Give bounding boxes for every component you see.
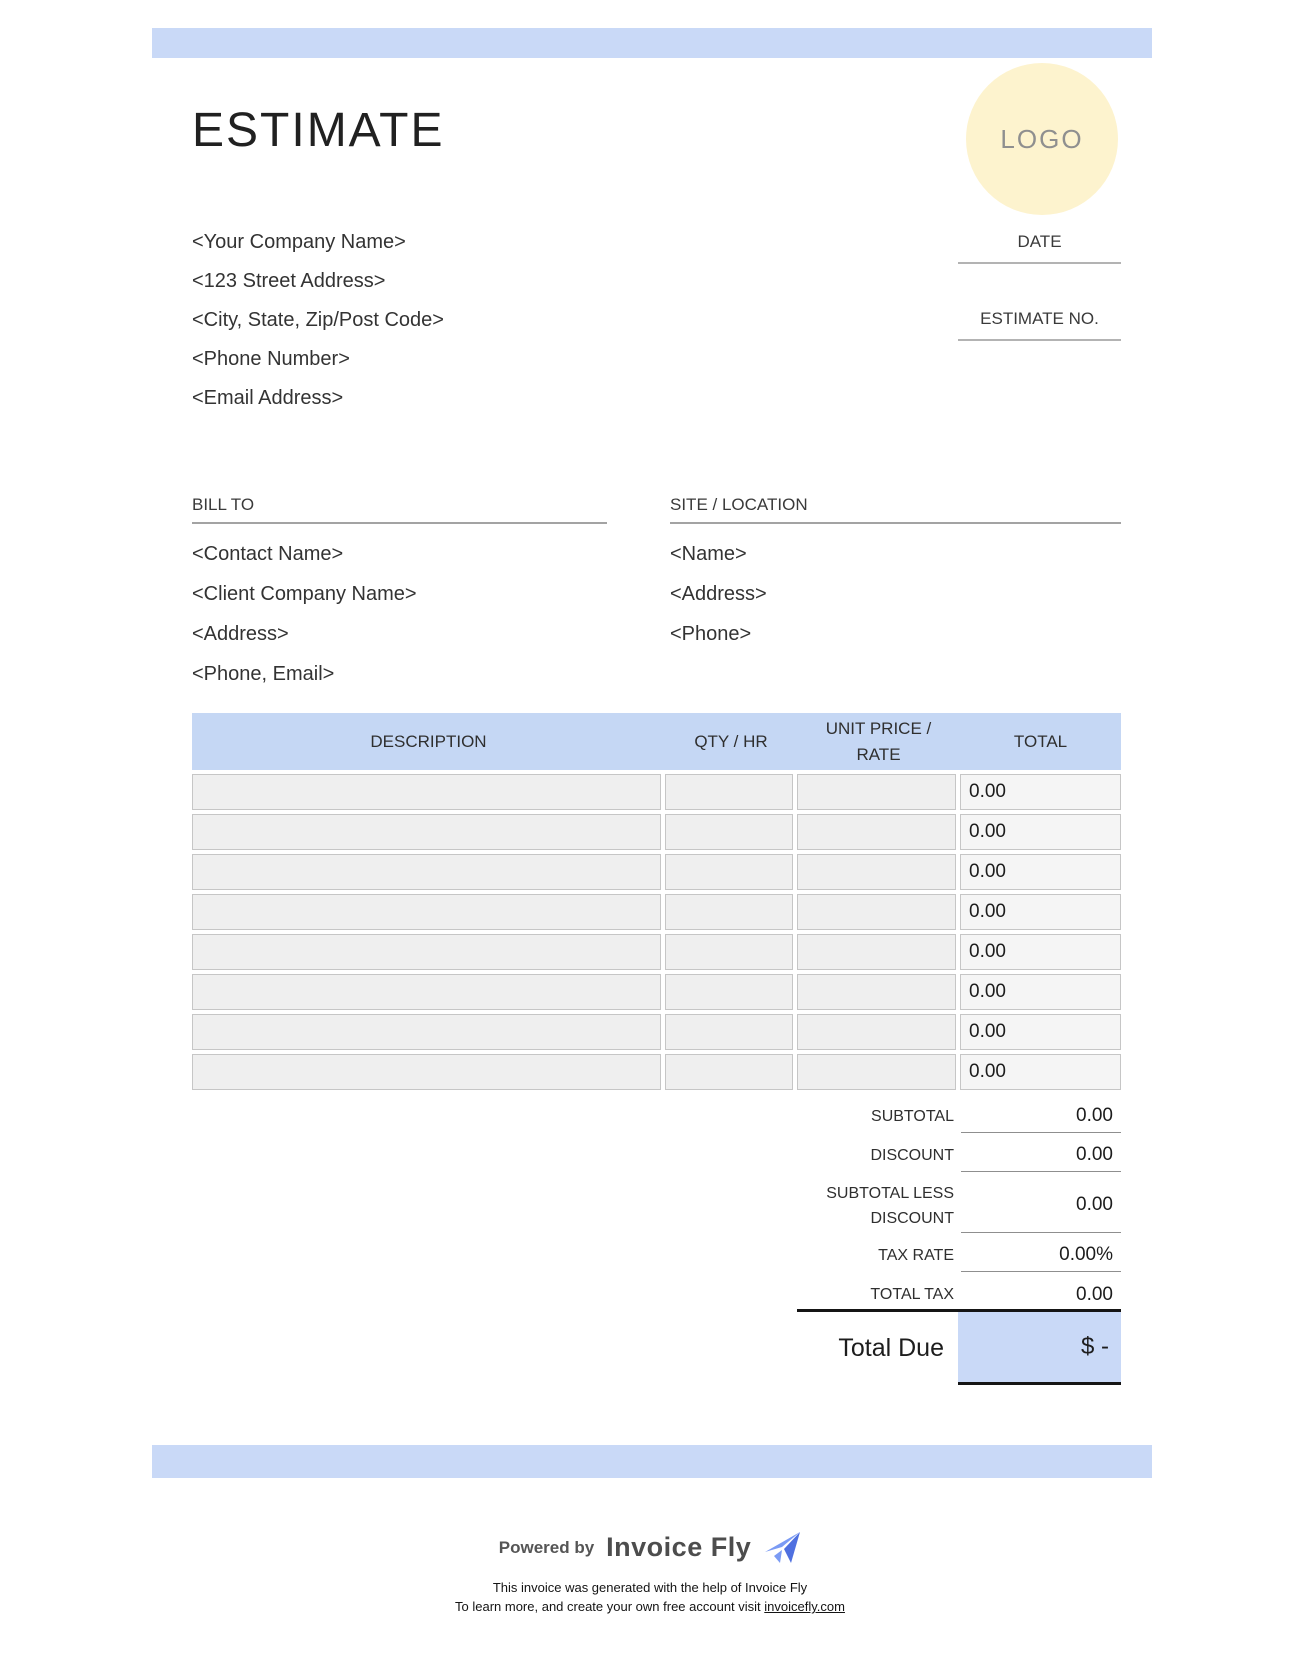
qty-cell xyxy=(665,974,793,1010)
header-qty-hr: QTY / HR xyxy=(694,731,768,751)
unit-price-cell xyxy=(797,974,956,1010)
site-name: <Name> xyxy=(670,543,747,565)
company-phone-line: <Phone Number> xyxy=(192,348,350,370)
bottom-accent-bar xyxy=(152,1445,1152,1478)
total-cell: 0.00 xyxy=(960,814,1121,850)
unit-price-cell xyxy=(797,894,956,930)
unit-price-cell xyxy=(797,774,956,810)
total-due-value: $ - xyxy=(1080,1333,1109,1360)
tax-rate-label: TAX RATE xyxy=(878,1247,954,1264)
footer-notes xyxy=(0,1578,1300,1616)
bill-to-address: <Address> xyxy=(192,623,289,645)
company-email-line: <Email Address> xyxy=(192,387,344,409)
subtotal-label: SUBTOTAL xyxy=(871,1108,954,1125)
unit-price-cell xyxy=(797,1054,956,1090)
discount-value: 0.00 xyxy=(961,1139,1121,1172)
company-name-line: <Your Company Name> xyxy=(192,231,406,253)
description-cell xyxy=(192,974,661,1010)
qty-cell xyxy=(665,854,793,890)
tax-rate-row xyxy=(740,1239,1121,1272)
total-due-value-box xyxy=(958,1312,1121,1385)
unit-price-cell xyxy=(797,934,956,970)
qty-cell xyxy=(665,774,793,810)
estimate-no-label: ESTIMATE NO. xyxy=(958,306,1121,341)
description-cell xyxy=(192,774,661,810)
date-label: DATE xyxy=(958,229,1121,264)
footer-note-line2 xyxy=(0,1597,1300,1616)
footer-note-line1: This invoice was generated with the help of Invoice Fly xyxy=(492,1580,808,1595)
subtotal-less-discount-row xyxy=(740,1178,1121,1233)
unit-price-cell xyxy=(797,1014,956,1050)
bill-to-label: BILL TO xyxy=(192,495,607,524)
bill-to-phone-email: <Phone, Email> xyxy=(192,663,335,685)
total-cell: 0.00 xyxy=(960,1014,1121,1050)
total-cell: 0.00 xyxy=(960,854,1121,890)
logo-placeholder-text: LOGO xyxy=(1000,123,1084,154)
qty-cell xyxy=(665,1014,793,1050)
total-cell: 0.00 xyxy=(960,934,1121,970)
invoicefly-link[interactable]: invoicefly.com xyxy=(764,1599,845,1614)
site-location-section xyxy=(670,495,1121,654)
unit-price-cell xyxy=(797,854,956,890)
qty-cell xyxy=(665,1054,793,1090)
description-cell xyxy=(192,814,661,850)
company-info-block xyxy=(192,223,444,418)
total-tax-row xyxy=(740,1278,1121,1311)
subtotal-less-discount-label: SUBTOTAL LESS DISCOUNT xyxy=(826,1184,954,1227)
header-total: TOTAL xyxy=(1013,731,1068,751)
subtotal-value: 0.00 xyxy=(961,1100,1121,1133)
bill-to-contact: <Contact Name> xyxy=(192,543,344,565)
total-due-label: Total Due xyxy=(838,1334,944,1362)
totals-summary xyxy=(740,1100,1121,1317)
header-description: DESCRIPTION xyxy=(370,731,487,751)
description-cell xyxy=(192,934,661,970)
company-street-line: <123 Street Address> xyxy=(192,270,386,292)
total-cell: 0.00 xyxy=(960,974,1121,1010)
table-body xyxy=(192,774,1121,1090)
company-city-line: <City, State, Zip/Post Code> xyxy=(192,309,444,331)
qty-cell xyxy=(665,934,793,970)
bill-to-company: <Client Company Name> xyxy=(192,583,417,605)
discount-row xyxy=(740,1139,1121,1172)
top-accent-bar xyxy=(152,28,1152,58)
unit-price-cell xyxy=(797,814,956,850)
powered-by-text: Powered by xyxy=(498,1537,595,1557)
document-title: ESTIMATE xyxy=(192,104,445,157)
invoicefly-branding xyxy=(0,1532,1300,1563)
description-cell xyxy=(192,1014,661,1050)
header-unit-price-rate: UNIT PRICE / RATE xyxy=(825,718,932,764)
bill-to-section xyxy=(192,495,607,694)
discount-label: DISCOUNT xyxy=(870,1147,954,1164)
total-due-row xyxy=(797,1309,1121,1385)
description-cell xyxy=(192,894,661,930)
total-tax-label: TOTAL TAX xyxy=(870,1286,954,1303)
site-phone: <Phone> xyxy=(670,623,752,645)
brand-name: Invoice Fly xyxy=(606,1532,752,1562)
subtotal-less-discount-value: 0.00 xyxy=(961,1178,1121,1233)
site-address: <Address> xyxy=(670,583,767,605)
line-items-table xyxy=(192,713,1121,1090)
total-cell: 0.00 xyxy=(960,774,1121,810)
table-header-row xyxy=(192,713,1121,770)
total-cell: 0.00 xyxy=(960,1054,1121,1090)
description-cell xyxy=(192,1054,661,1090)
site-location-label: SITE / LOCATION xyxy=(670,495,1121,524)
logo-placeholder xyxy=(966,63,1118,215)
paper-plane-icon xyxy=(765,1532,801,1563)
estimate-no-field xyxy=(958,306,1121,341)
description-cell xyxy=(192,854,661,890)
qty-cell xyxy=(665,814,793,850)
date-field xyxy=(958,229,1121,264)
tax-rate-value: 0.00% xyxy=(961,1239,1121,1272)
total-tax-value: 0.00 xyxy=(1076,1283,1113,1305)
subtotal-row xyxy=(740,1100,1121,1133)
qty-cell xyxy=(665,894,793,930)
total-cell: 0.00 xyxy=(960,894,1121,930)
footer-note-line2-text: To learn more, and create your own free account visit xyxy=(455,1599,765,1614)
